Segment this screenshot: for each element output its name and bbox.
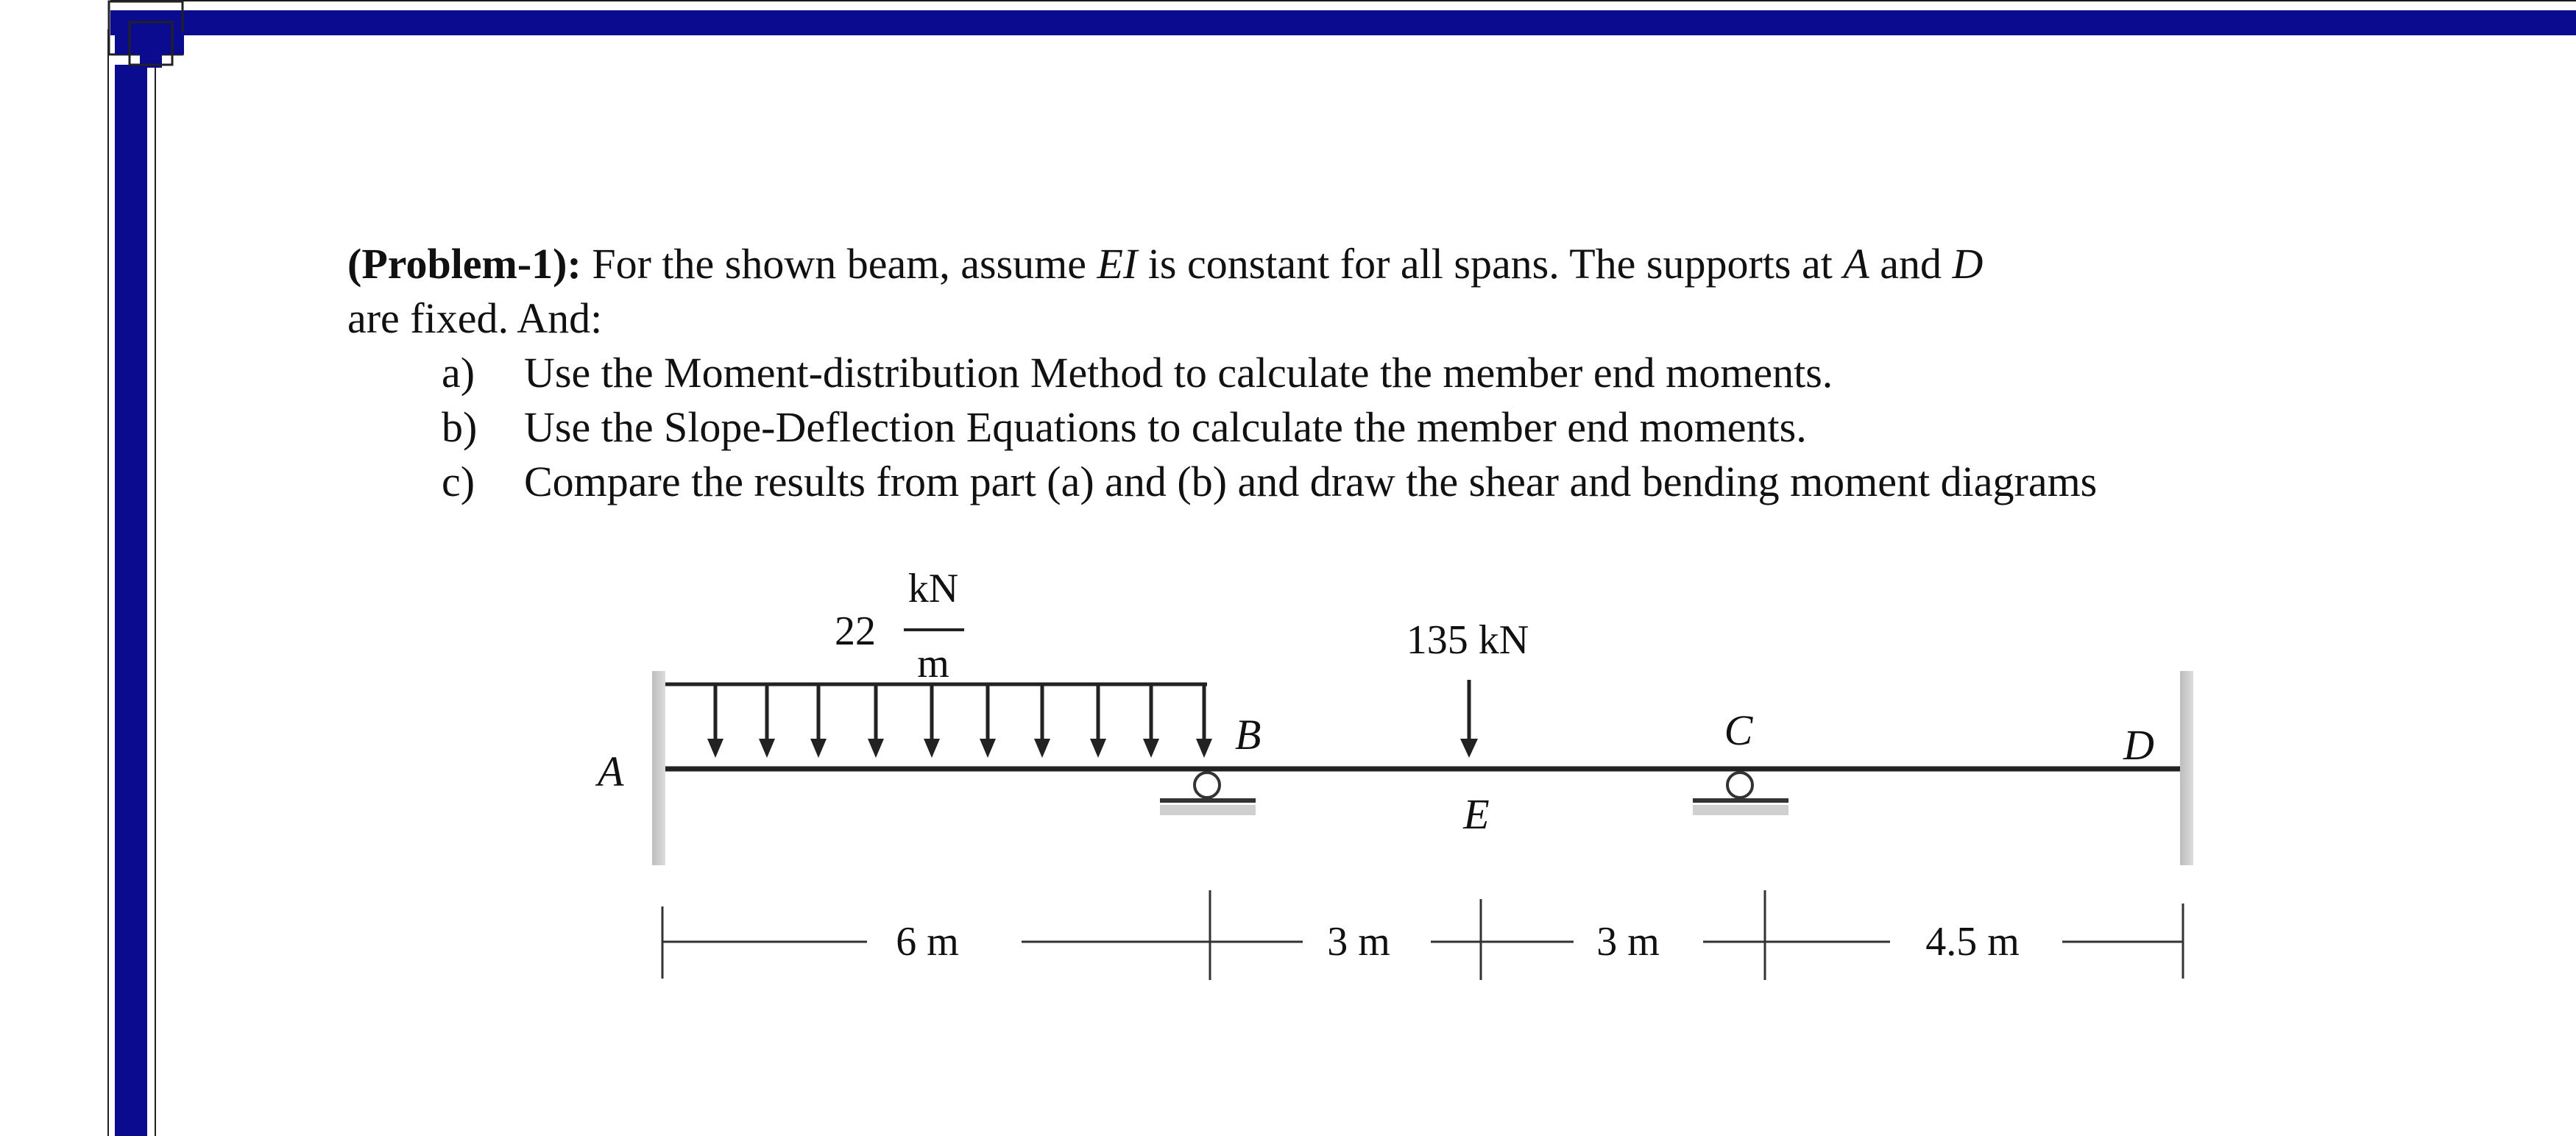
udl-arrowhead bbox=[759, 739, 775, 758]
problem-label: (Problem-1): bbox=[347, 240, 581, 288]
udl-arrowhead bbox=[1034, 739, 1050, 758]
intro-text-1: For the shown beam, assume bbox=[581, 240, 1097, 288]
udl-arrowhead bbox=[980, 739, 996, 758]
fixed-support-a bbox=[652, 671, 665, 865]
point-load-label: 135 kN bbox=[1406, 617, 1529, 663]
intro-text-3: are fixed. And: bbox=[347, 294, 603, 342]
node-label-e: E bbox=[1463, 790, 1490, 838]
task-label: c) bbox=[442, 458, 475, 505]
span-label-cd: 4.5 m bbox=[1925, 919, 2020, 965]
udl-arrowhead bbox=[1090, 739, 1106, 758]
node-label-a: A bbox=[598, 748, 624, 795]
intro-and: and bbox=[1869, 240, 1953, 288]
support-d-ref: D bbox=[1952, 240, 1984, 288]
udl-arrowhead bbox=[868, 739, 884, 758]
udl-arrowhead bbox=[707, 739, 723, 758]
task-text: Use the Slope-Deflection Equations to calculate the member end moments. bbox=[524, 403, 1807, 451]
udl-arrowhead bbox=[924, 739, 940, 758]
udl-arrowhead bbox=[1143, 739, 1159, 758]
node-label-c: C bbox=[1724, 706, 1753, 754]
distributed-load bbox=[665, 684, 1212, 758]
ei-symbol: EI bbox=[1097, 240, 1138, 288]
point-load-arrowhead bbox=[1460, 739, 1478, 758]
span-label-ab: 6 m bbox=[896, 919, 959, 965]
fixed-support-d bbox=[2180, 671, 2193, 865]
udl-unit-numerator: kN bbox=[907, 566, 959, 611]
task-label: a) bbox=[442, 349, 475, 397]
node-label-b: B bbox=[1235, 711, 1262, 759]
node-label-d: D bbox=[2123, 721, 2154, 769]
span-label-be: 3 m bbox=[1327, 919, 1390, 965]
roller-support-b bbox=[1160, 773, 1256, 815]
support-a-ref: A bbox=[1843, 240, 1869, 288]
task-text: Compare the results from part (a) and (b) and draw the shear and bending moment diagrams bbox=[524, 458, 2098, 505]
task-text: Use the Moment-distribution Method to calculate the member end moments. bbox=[524, 349, 1833, 397]
udl-unit-denominator: m bbox=[917, 641, 949, 686]
task-label: b) bbox=[442, 403, 478, 451]
intro-text-2: is constant for all spans. The supports at bbox=[1137, 240, 1844, 288]
udl-arrowhead bbox=[810, 739, 827, 758]
span-label-ec: 3 m bbox=[1596, 919, 1660, 965]
roller-support-c bbox=[1693, 773, 1788, 815]
udl-magnitude: 22 bbox=[835, 608, 876, 654]
udl-arrowhead bbox=[1196, 739, 1212, 758]
